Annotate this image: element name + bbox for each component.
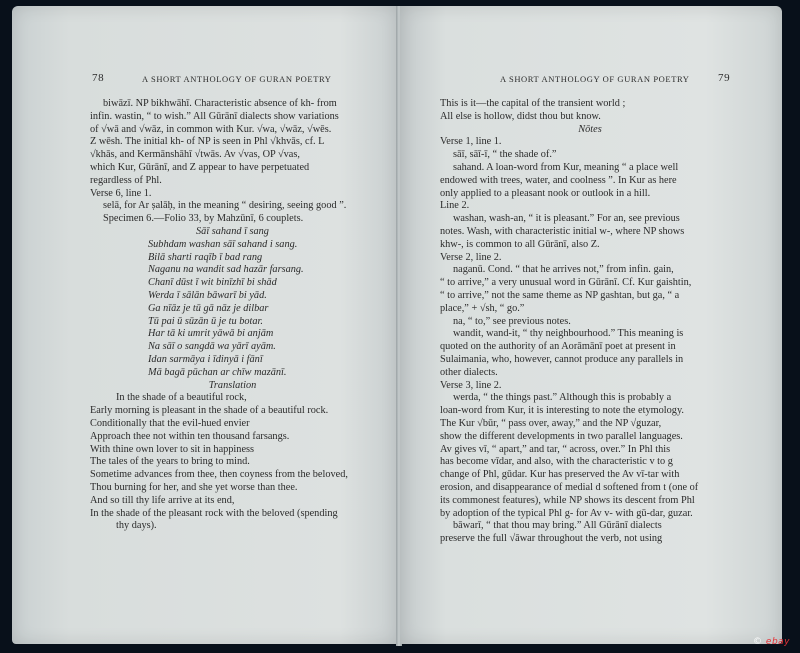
left-text-line: Early morning is pleasant in the shade of a beautiful rock. <box>90 405 329 417</box>
right-text-line: wandit, wand-it, “ thy neighbourhood.” This meaning is <box>453 328 684 340</box>
right-text-line: Verse 1, line 1. <box>440 136 502 148</box>
right-page-number: 79 <box>718 72 731 84</box>
right-text-line: sāī, sāī-ī, “ the shade of.” <box>453 149 557 161</box>
left-text-line: Verse 6, line 1. <box>90 187 152 199</box>
left-text-line: Sometime advances from thee, then coyness from the beloved, <box>90 469 348 481</box>
right-text-line: change of Phl, gūdar. Kur has preserved the Av vī-tar with <box>440 469 680 481</box>
right-text-line: “ to arrive,” not the same theme as NP gashtan, but ga, “ a <box>440 289 680 301</box>
right-text-line: khw-, is common to all Gūrānī, also Z. <box>440 238 600 250</box>
left-text-line: Bilā sharti raqīb ī bad rang <box>148 251 263 263</box>
ebay-watermark <box>753 637 790 647</box>
right-text-line: quoted on the authority of an Aorāmānī poet at present in <box>440 341 676 353</box>
left-running-head: A SHORT ANTHOLOGY OF GURAN POETRY <box>142 74 332 84</box>
left-text-line: Conditionally that the evil-hued envier <box>90 417 250 429</box>
left-text-line: Har tā ki umrit yāwā bi anjām <box>148 328 274 340</box>
right-text-line: place,” + √sh, “ go.” <box>440 302 525 314</box>
left-text-line: In the shade of the pleasant rock with the beloved (spending <box>90 507 338 519</box>
right-text-line: notes. Wash, with characteristic initial w-, where NP shows <box>440 225 685 237</box>
left-text-line: Idan sarmāya i īdinyā i fānī <box>148 353 263 365</box>
left-text-line: infin. wastin, “ to wish.” All Gūrānī dialects show variations <box>90 110 339 122</box>
right-text-line: naganū. Cond. “ that he arrives not,” from infin. gain, <box>453 264 674 276</box>
open-book <box>12 6 784 646</box>
right-text-line: other dialects. <box>440 366 498 378</box>
right-text-line: show the different developments in two parallel languages. <box>440 430 683 442</box>
left-text-line: Z wēsh. The initial kh- of NP is seen in Phl √khvās, cf. L <box>90 136 325 148</box>
left-text-line: √khās, and Kermānshāhī √twās. Av √vas, OP √vas, <box>90 149 300 161</box>
left-page-text <box>90 98 375 533</box>
left-text-line: Tū pai ū sūzān ū je tu botar. <box>148 315 263 327</box>
right-text-line: Verse 3, line 2. <box>440 379 502 391</box>
left-text-line: Ga nīāz je tū gā nāz je dilbar <box>148 302 269 314</box>
right-running-head: A SHORT ANTHOLOGY OF GURAN POETRY <box>500 74 690 84</box>
right-page <box>400 6 782 644</box>
left-text-line: Subhdam washan sāī sahand i sang. <box>148 238 298 250</box>
right-text-line: by adoption of the typical Phl g- for Av v- with gū-dar, guzar. <box>440 507 693 519</box>
right-text-line: The Kur √būr, “ pass over, away,” and the NP √guzar, <box>440 417 662 429</box>
right-text-line: washan, wash-an, “ it is pleasant.” For an, see previous <box>453 213 680 225</box>
left-text-line: Approach thee not within ten thousand farsangs. <box>90 430 290 442</box>
left-text-line: And so till thy life arrive at its end, <box>90 494 235 506</box>
right-text-line: na, “ to,” see previous notes. <box>453 315 571 327</box>
right-text-line: Line 2. <box>440 200 470 212</box>
right-text-line: All else is hollow, didst thou but know. <box>440 110 601 122</box>
left-text-line: In the shade of a beautiful rock, <box>116 392 247 404</box>
right-text-line: “ to arrive,” a very unusual word in Gūrānī. Cf. Kur gaishtin, <box>440 277 692 289</box>
left-text-line: which Kur, Gūrānī, and Z appear to have perpetuated <box>90 161 310 173</box>
left-page-number: 78 <box>92 72 105 84</box>
right-text-line: erosion, and disappearance of medial d softened from t (one of <box>440 481 699 493</box>
left-text-line: regardless of Phl. <box>90 174 162 186</box>
left-text-line: Specimen 6.—Folio 33, by Mahzūnī, 6 couplets. <box>103 213 304 225</box>
left-text-line: The tales of the years to bring to mind. <box>90 456 250 468</box>
right-text-line: Nōtes <box>578 123 602 135</box>
right-text-line: werda, “ the things past.” Although this is probably a <box>453 392 672 404</box>
left-text-line: Thou burning for her, and she yet worse than thee. <box>90 481 298 493</box>
right-text-line: preserve the full √āwar throughout the verb, not using <box>440 533 663 545</box>
right-text-line: This is it—the capital of the transient world ; <box>440 98 626 109</box>
left-text-line: With thine own lover to sit in happiness <box>90 443 255 455</box>
right-text-line: Sulaimania, who, however, cannot produce any parallels in <box>440 353 684 365</box>
left-text-line: of √wā and √wāz, in common with Kur. √wa, √wāz, √wēs. <box>90 123 332 135</box>
right-page-text <box>440 98 740 546</box>
left-text-line: biwāzī. NP bikhwāhī. Characteristic absence of kh- from <box>103 98 337 109</box>
left-text-line: Chanī dūst ī wit binīzhī bi shād <box>148 277 277 289</box>
right-text-line: its commonest features), while NP shows its descent from Phl <box>440 494 695 506</box>
left-text-line: Sāī sahand ī sang <box>196 225 269 237</box>
right-text-line: sahand. A loan-word from Kur, meaning “ a place well <box>453 161 679 173</box>
watermark-brand: ebay <box>765 637 790 647</box>
right-text-line: only applied to a pleasant nook or outlook in a hill. <box>440 187 651 199</box>
right-text-line: has become vīdar, and also, with the characteristic v to g <box>440 456 673 468</box>
left-text-line: Na sāī o sangdā wa yārī ayām. <box>148 341 276 353</box>
left-text-line: Mā bagā pūchan ar chīw mazānī. <box>148 366 287 378</box>
left-text-line: Translation <box>208 379 257 391</box>
left-text-line: selā, for Ar ṣalāḥ, in the meaning “ desiring, seeing good ”. <box>103 200 347 212</box>
right-text-line: bāwarī, “ that thou may bring.” All Gūrānī dialects <box>453 520 662 532</box>
right-text-line: Av gives vī, “ apart,” and tar, “ across, over.” In Phl this <box>440 443 671 455</box>
watermark-prefix: © <box>753 637 766 647</box>
left-text-line: Werda ī sālān bāwarī bi yād. <box>148 289 267 301</box>
left-text-line: thy days). <box>116 520 157 532</box>
left-page <box>12 6 398 644</box>
right-text-line: Verse 2, line 2. <box>440 251 502 263</box>
right-text-line: endowed with trees, water, and coolness ”. In Kur as here <box>440 174 677 186</box>
right-text-line: loan-word from Kur, it is interesting to note the etymology. <box>440 405 684 417</box>
left-text-line: Naganu na wandit sad hazār farsang. <box>148 264 304 276</box>
